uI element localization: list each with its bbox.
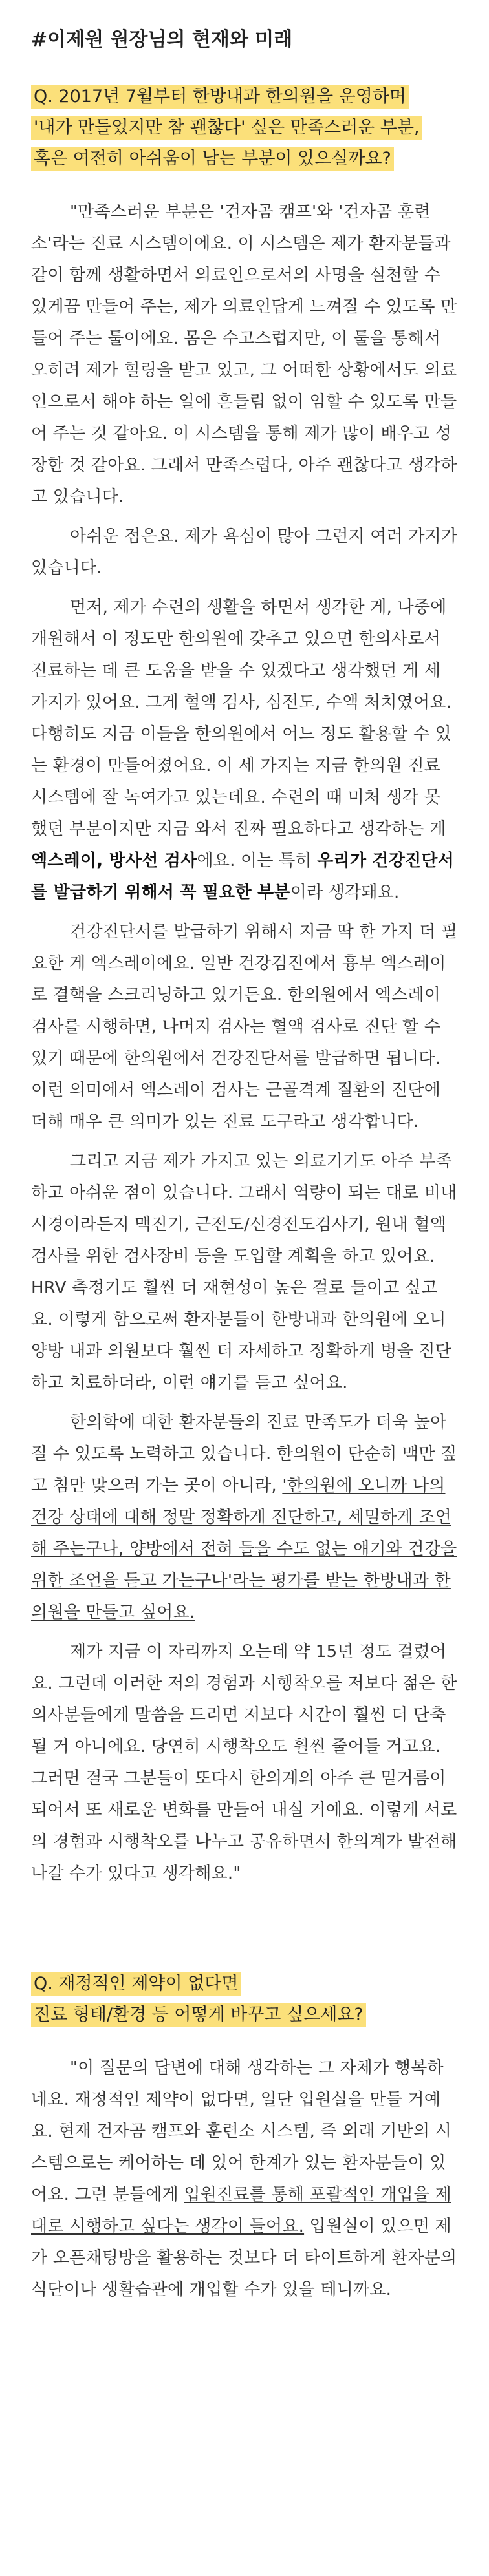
question-2-line-2: 진료 형태/환경 등 어떻게 바꾸고 싶으세요? bbox=[31, 2003, 366, 2027]
answer-1-paragraph-3: 먼저, 제가 수련의 생활을 하면서 생각한 게, 나중에 개원해서 이 정도만 한의원에 갖추고 있으면 한의사로서 진료하는 데 큰 도움을 받을 수 있겠다고 생각했던 게 세 가지가 있어요. 그게 혈액 검사, 심전도, 수액 처치였어요. 다행히도 지금 이들을 한의원에서 어느 정도 활용할 수 있는 환경이 만들어졌어요. 이 세 가지는 지금 한의원 진료 시스템에 잘 녹여가고 있는데요. 수련의 때 미처 생각 못 했던 부분이지만 지금 와서 진짜 필요하다고 생각하는 게 엑스레이, 방사선 검사에요. 이는 특히 우리가 건강진단서를 발급하기 위해서 꼭 필요한 부분이라 생각돼요. bbox=[31, 598, 454, 902]
underlined-inpatient: 입원진료를 통해 포괄적인 개입을 제대로 시행하고 싶다는 생각이 들어요. bbox=[31, 2185, 451, 2236]
page-title: #이제원 원장님의 현재와 미래 bbox=[31, 28, 293, 51]
answer-1-paragraph-2: 아쉬운 점은요. 제가 욕심이 많아 그런지 여러 가지가 있습니다. bbox=[31, 527, 458, 578]
question-1-line-2: '내가 만들었지만 참 괜찮다' 싶은 만족스러운 부분, bbox=[31, 116, 422, 140]
answer-2-paragraph-1: "이 질문의 답변에 대해 생각하는 그 자체가 행복하네요. 재정적인 제약이 없다면, 일단 입원실을 만들 거예요. 현재 건자곰 캠프와 훈련소 시스템, 즉 외래 기반의 시스템으로는 케어하는 데 있어 한계가 있는 환자분들이 있어요. 그런 분들에게 입원진료를 통해 포괄적인 개입을 제대로 시행하고 싶다는 생각이 들어요. 입원실이 있으면 제가 오픈채팅방을 활용하는 것보다 더 타이트하게 환자분의 식단이나 생활습관에 개입할 수가 있을 테니까요. bbox=[31, 2058, 457, 2299]
answer-1-paragraph-5: 그리고 지금 제가 가지고 있는 의료기기도 아주 부족하고 아쉬운 점이 있습니다. 그래서 역량이 되는 대로 비내시경이라든지 맥진기, 근전도/신경전도검사기, 원내 혈액검사를 위한 검사장비 등을 도입할 계획을 하고 있어요. HRV 측정기도 훨씬 더 재현성이 높은 걸로 들이고 싶고요. 이렇게 함으로써 환자분들이 한방내과 한의원에 오니 양방 내과 의원보다 훨씬 더 자세하고 정확하게 병을 진단하고 치료하더라, 이런 얘기를 듣고 싶어요. bbox=[31, 1152, 457, 1393]
answer-1-paragraph-6: 한의학에 대한 환자분들의 진료 만족도가 더욱 높아질 수 있도록 노력하고 있습니다. 한의원이 단순히 맥만 짚고 침만 맞으러 가는 곳이 아니라, '한의원에 오니까 나의 건강 상태에 대해 정말 정확하게 진단하고, 세밀하게 조언해 주는구나, 양방에서 전혀 들을 수도 없는 얘기와 건강을 위한 조언을 듣고 가는구나'라는 평가를 받는 한방내과 한의원을 만들고 싶어요. bbox=[31, 1413, 457, 1622]
answer-1 bbox=[31, 196, 458, 1890]
answer-1-paragraph-4: 건강진단서를 발급하기 위해서 지금 딱 한 가지 더 필요한 게 엑스레이에요. 일반 건강검진에서 흉부 엑스레이로 결핵을 스크리닝하고 있거든요. 한의원에서 엑스레이 검사를 시행하면, 나머지 검사는 혈액 검사로 진단 할 수 있기 때문에 한의원에서 건강진단서를 발급하면 됩니다. 이런 의미에서 엑스레이 검사는 근골격계 질환의 진단에 더해 매우 큰 의미가 있는 진료 도구라고 생각합니다. bbox=[31, 922, 458, 1132]
section-spacer bbox=[31, 1897, 458, 1969]
answer-2 bbox=[31, 2053, 458, 2306]
answer-1-paragraph-7: 제가 지금 이 자리까지 오는데 약 15년 정도 걸렸어요. 그런데 이러한 저의 경험과 시행착오를 저보다 젊은 한의사분들에게 말씀을 드리면 저보다 시간이 훨씬 더 단축될 거 아니에요. 당연히 시행착오도 훨씬 줄어들 거고요. 그러면 결국 그분들이 또다시 한의계의 아주 큰 밑거름이 되어서 또 새로운 변화를 만들어 내실 거예요. 이렇게 서로의 경험과 시행착오를 나누고 공유하면서 한의계가 발전해 나갈 수가 있다고 생각해요." bbox=[31, 1642, 457, 1883]
question-1-line-3: 혹은 여전히 아쉬움이 남는 부분이 있으실까요? bbox=[31, 147, 394, 171]
emphasis-health-certificate: 우리가 건강진단서를 발급하기 위해서 꼭 필요한 부분 bbox=[31, 851, 454, 902]
question-1-line-1: Q. 2017년 7월부터 한방내과 한의원을 운영하며 bbox=[31, 85, 409, 109]
question-2-line-1: Q. 재정적인 제약이 없다면 bbox=[31, 1972, 241, 1996]
question-1 bbox=[31, 81, 458, 174]
question-2 bbox=[31, 1969, 458, 2031]
emphasis-xray: 엑스레이, 방사선 검사 bbox=[31, 851, 197, 871]
underlined-quote: '한의원에 오니까 나의 건강 상태에 대해 정말 정확하게 진단하고, 세밀하게 조언해 주는구나, 양방에서 전혀 들을 수도 없는 얘기와 건강을 위한 조언을 듣고 가는구나'라는 평가를 받는 한방내과 한의원을 만들고 싶어요. bbox=[31, 1476, 457, 1622]
answer-1-paragraph-1: "만족스러운 부분은 '건자곰 캠프'와 '건자곰 훈련소'라는 진료 시스템이에요. 이 시스템은 제가 환자분들과 같이 함께 생활하면서 의료인으로서의 사명을 실천할 수 있게끔 만들어 주는, 제가 의료인답게 느껴질 수 있도록 만들어 주는 툴이에요. 몸은 수고스럽지만, 이 툴을 통해서 오히려 제가 힐링을 받고 있고, 그 어떠한 상황에서도 의료인으로서 해야 하는 일에 흔들림 없이 임할 수 있도록 만들어 주는 것 같아요. 이 시스템을 통해 제가 많이 배우고 성장한 것 같아요. 그래서 만족스럽다, 아주 괜찮다고 생각하고 있습니다. bbox=[31, 202, 457, 507]
